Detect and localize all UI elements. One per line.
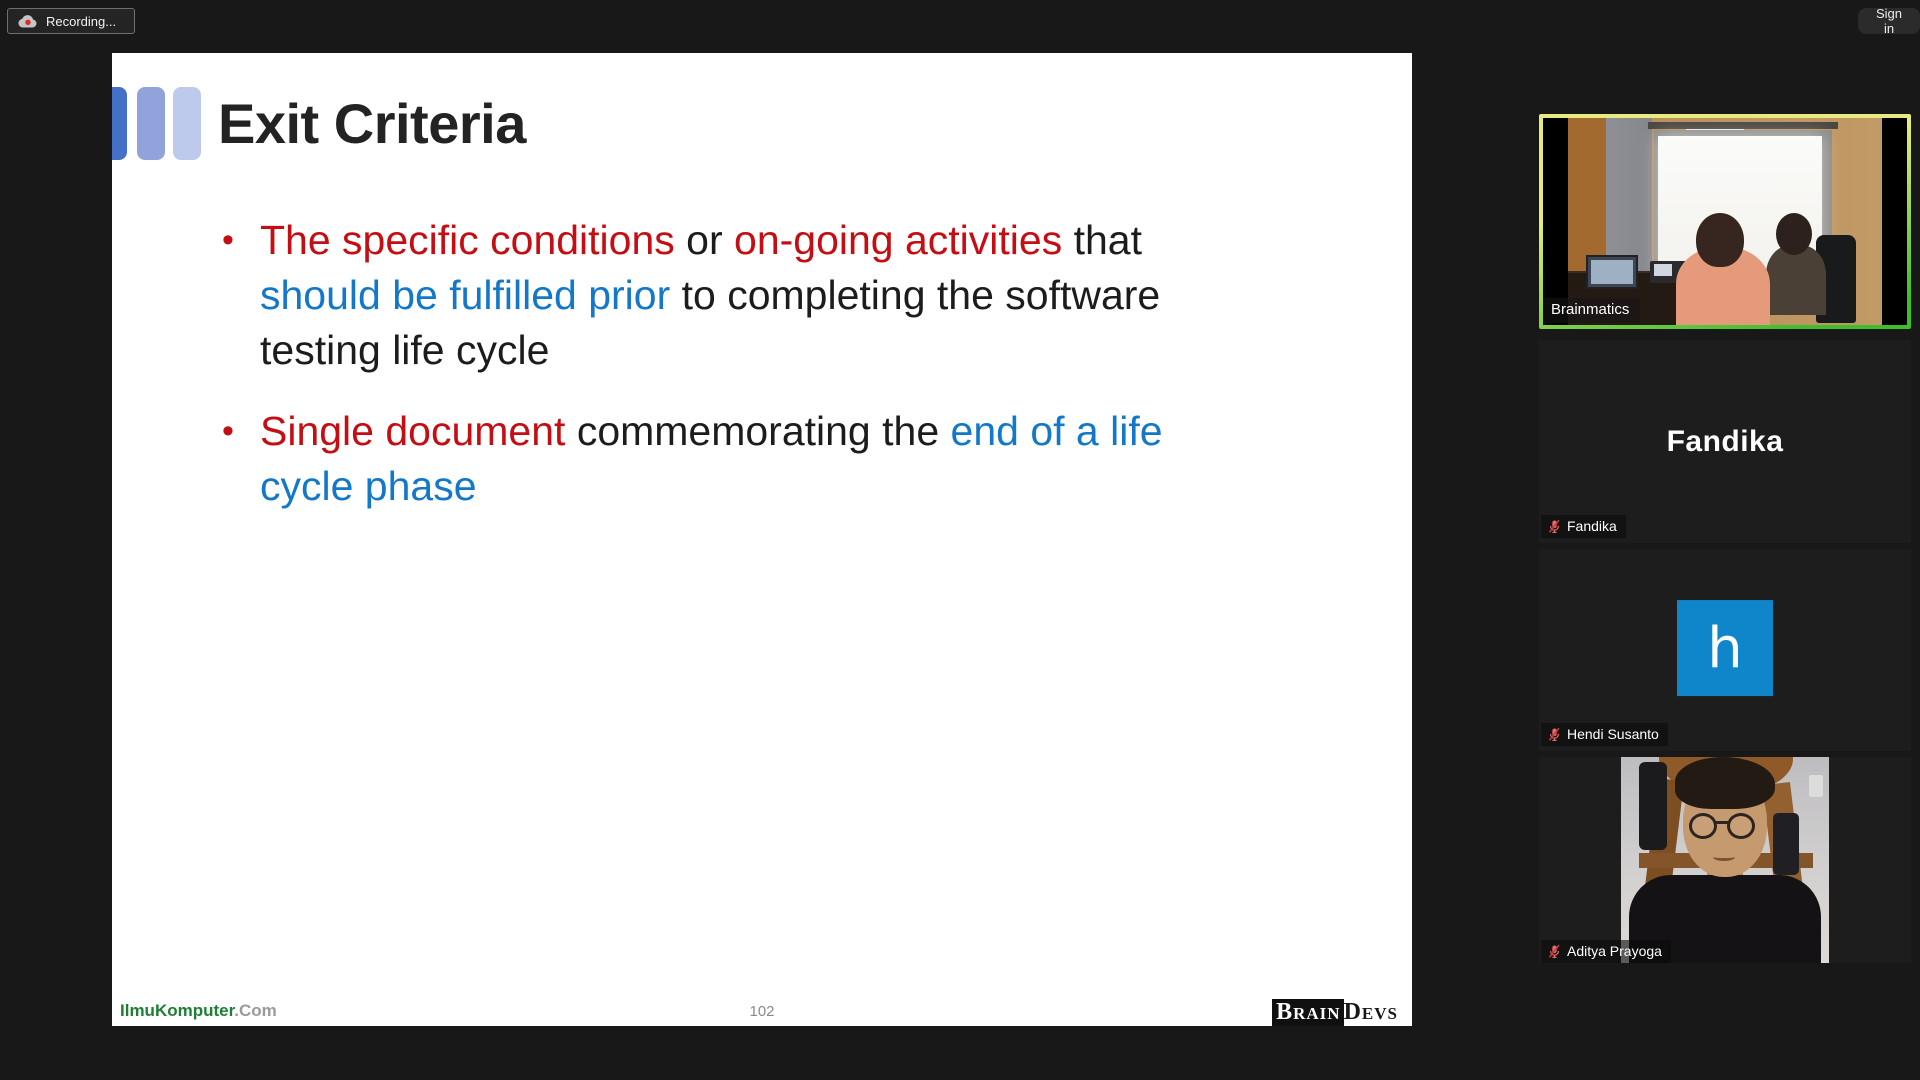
video-frame [1543, 118, 1907, 325]
bullet-line: testing life cycle [260, 327, 550, 373]
bullet-line: Single document commemorating the end of a life [260, 408, 1163, 454]
bullet-line: should be fulfilled prior to completing the software [260, 272, 1161, 318]
bullet-line: cycle phase [260, 463, 477, 509]
avatar [1677, 600, 1773, 696]
person-smile [1713, 853, 1735, 861]
participant-name-tag: Aditya Prayoga [1541, 940, 1671, 963]
mic-off-icon [1547, 519, 1562, 534]
slide-page-number: 102 [749, 1003, 775, 1020]
braindevs-logo: Brain Devs [1272, 999, 1398, 1026]
screen-rail [1648, 122, 1838, 129]
slide-bullet-list [222, 213, 1362, 514]
sign-in-button[interactable]: Sign in [1858, 8, 1920, 34]
title-accent-bar-1 [112, 87, 127, 160]
recording-cloud-icon [18, 14, 38, 28]
shared-screen-slide [112, 53, 1412, 1026]
mic-off-icon [1547, 944, 1562, 959]
bullet-marker: • [222, 412, 234, 450]
glasses-bridge [1716, 821, 1728, 824]
brainmatics-video-scene [1568, 118, 1882, 325]
slide-footer-brand: IlmuKomputer.Com [120, 1001, 277, 1020]
bullet-item [222, 404, 1362, 514]
person-2-silhouette [1766, 245, 1826, 315]
glasses-left-lens [1689, 813, 1717, 839]
bullet-line: The specific conditions or on-going activities that [260, 217, 1142, 263]
participant-name-tag: Fandika [1541, 515, 1626, 538]
laptop [1586, 255, 1638, 289]
participant-display-name: Fandika [1666, 424, 1784, 458]
participant-tile-fandika[interactable] [1539, 340, 1911, 543]
participant-name-tag: Brainmatics [1543, 298, 1640, 323]
recording-label: Recording... [46, 13, 117, 29]
participant-tile-brainmatics[interactable] [1539, 114, 1911, 329]
recording-indicator-button[interactable] [7, 8, 135, 34]
tumbler-bottle [1639, 762, 1667, 850]
glasses-right-lens [1727, 813, 1755, 839]
title-accent-bar-3 [173, 87, 201, 160]
wall-switch [1809, 775, 1823, 797]
bullet-item [222, 213, 1362, 378]
person-2-head [1776, 213, 1812, 255]
slide-title: Exit Criteria [218, 92, 526, 155]
avatar-letter: h [1707, 615, 1743, 681]
person-hair [1675, 757, 1775, 809]
tumbler-bottle [1773, 813, 1799, 875]
aditya-video-scene [1621, 757, 1829, 963]
laptop-screen [1591, 260, 1633, 284]
title-accent-bar-2 [137, 87, 165, 160]
mic-off-icon [1547, 727, 1562, 742]
participant-tile-aditya-prayoga[interactable] [1539, 757, 1911, 963]
person-1-head [1696, 213, 1744, 267]
phone-screen [1654, 264, 1672, 276]
participant-name-tag: Hendi Susanto [1541, 723, 1668, 746]
participant-tile-hendi-susanto[interactable] [1539, 549, 1911, 751]
bullet-marker: • [222, 221, 234, 259]
